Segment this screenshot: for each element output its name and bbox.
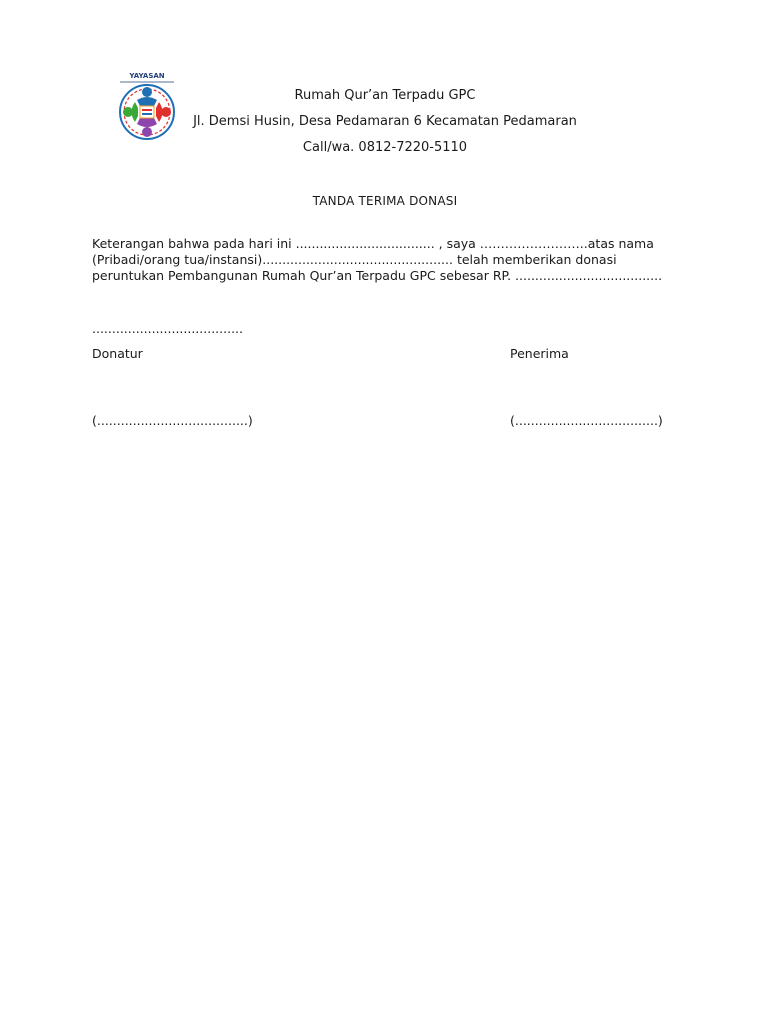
body-line-3: peruntukan Pembangunan Rumah Qur’an Terpadu GPC sebesar RP. .....................................: [92, 268, 663, 283]
org-name: Rumah Qur’an Terpadu GPC: [294, 88, 476, 103]
org-contact: Call/wa. 0812-7220-5110: [302, 140, 468, 155]
date-placeholder: ......................................: [92, 321, 243, 336]
body-line-1: Keterangan bahwa pada hari ini ................................... , saya ……………………..atas nama: [92, 236, 654, 251]
body-line-2: (Pribadi/orang tua/instansi)................................................ telah memberikan donasi: [92, 252, 617, 267]
penerima-signature-line: (....................................): [510, 413, 663, 428]
document-title: TANDA TERIMA DONASI: [312, 194, 458, 208]
org-address: Jl. Demsi Husin, Desa Pedamaran 6 Kecamatan Pedamaran: [193, 114, 577, 129]
donatur-signature-line: (......................................): [92, 413, 253, 428]
yayasan-logo: [106, 66, 188, 148]
donatur-label: Donatur: [92, 346, 143, 361]
penerima-label: Penerima: [510, 346, 569, 361]
logo-text: YAYASAN: [129, 72, 165, 80]
